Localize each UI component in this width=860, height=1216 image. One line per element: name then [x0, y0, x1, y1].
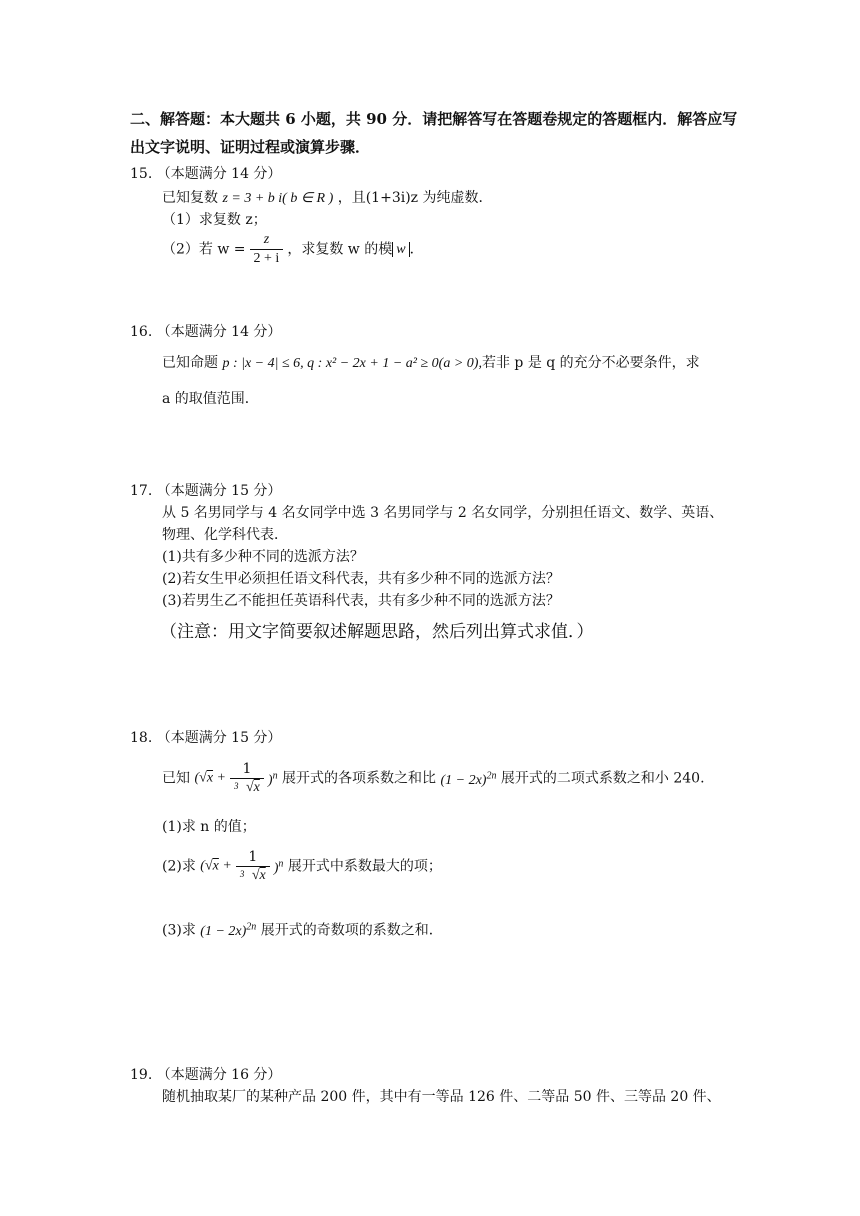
q17-part1: (1)共有多少种不同的选派方法？ [162, 549, 364, 565]
q15-frac-den: 2 + i [253, 251, 280, 266]
q18-part2-pre: (2)求 [162, 858, 196, 875]
q15-part2-end: ． [409, 241, 424, 258]
q16-header [130, 322, 281, 342]
q18-part2-post: 展开式中系数最大的项； [287, 858, 442, 875]
q19-score: （本题满分 16 分） [156, 1067, 282, 1083]
q15-frac-num: z [250, 231, 284, 250]
q15-score: （本题满分 14 分） [156, 166, 282, 182]
q15-header [130, 164, 281, 184]
q18-fraction-1: 1 3 √x [230, 760, 264, 797]
q18-number: 18. [130, 730, 153, 746]
q16-line1 [162, 353, 700, 374]
q18-stem-mid: 展开式的各项系数之和比 [282, 770, 437, 787]
q15-stem-post: ，且(1+3i)z 为纯虚数． [337, 190, 493, 206]
q18-part3-expr: $(1 - 2x)^{2n}$ [200, 921, 257, 939]
q15-part2 [162, 231, 424, 268]
q16-line1-pre: 已知命题 [162, 355, 218, 371]
q18-fraction-2: 1 3 √x [236, 848, 270, 885]
q18-stem: 已知 (√x + 1 3 √x )$^n$ 展开式的各项系数之和比 $(1 - 2x)^{2n}$ 展开式的二项式系数之和小 240. [162, 761, 705, 795]
q17-part2: (2)若女生甲必须担任语文科代表，共有多少种不同的选派方法？ [162, 571, 560, 587]
q18-binomial-2: (√x + [200, 858, 232, 874]
q17-part3: (3)若男生乙不能担任英语科代表，共有多少种不同的选派方法？ [162, 593, 560, 609]
q18-part1: (1)求 n 的值； [162, 819, 256, 835]
q17-line2: 物理、化学科代表． [162, 527, 288, 543]
q15-part2-post: ，求复数 w 的模 [287, 241, 393, 258]
q16-score: （本题满分 14 分） [156, 324, 282, 340]
q16-number: 16. [130, 324, 153, 340]
q15-stem-eq: z = 3 + b i( b ∈ R ) [222, 191, 334, 206]
q15-part1: （1）求复数 z； [162, 212, 267, 228]
q15-part2-pre: （2）若 w = [162, 241, 246, 258]
q18-part3-post: 展开式的奇数项的系数之和． [260, 922, 443, 939]
q15-stem [162, 188, 493, 209]
q15-stem-pre: 已知复数 [162, 190, 218, 206]
q17-number: 17. [130, 483, 153, 499]
q15-fraction [250, 231, 284, 268]
q17-note: （注意：用文字简要叙述解题思路，然后列出算式求值．） [160, 622, 594, 642]
q18-score: （本题满分 15 分） [156, 730, 282, 746]
q19-header [130, 1065, 281, 1085]
q16-line1-math: p : |x − 4| ≤ 6, q : x² − 2x + 1 − a² ≥ 0(a > 0), [222, 356, 482, 371]
q18-part3-pre: (3)求 [162, 922, 196, 939]
q18-stem-post: 展开式的二项式系数之和小 240. [500, 770, 705, 787]
q18-part2: (2)求 (√x + 1 3 √x )$^n$ 展开式中系数最大的项； [162, 849, 442, 883]
q19-number: 19. [130, 1067, 153, 1083]
q15-abs-w: w [392, 242, 409, 257]
q17-line1: 从 5 名男同学与 4 名女同学中选 3 名男同学与 2 名女同学，分别担任语文、数学、英语、 [162, 505, 724, 521]
q18-expr2: $(1 - 2x)^{2n}$ [440, 770, 497, 788]
section-heading-line1: 二、解答题：本大题共 6 小题，共 90 分．请把解答写在答题卷规定的答题框内．解答应写 [130, 110, 738, 128]
q17-score: （本题满分 15 分） [156, 483, 282, 499]
q18-stem-pre: 已知 [162, 770, 190, 787]
q19-line1: 随机抽取某厂的某种产品 200 件，其中有一等品 126 件、二等品 50 件、三等品 20 件、 [162, 1089, 721, 1105]
q18-part3 [162, 917, 443, 942]
q16-line1-post: 若非 p 是 q 的充分不必要条件，求 [481, 355, 700, 371]
section-heading-line2: 出文字说明、证明过程或演算步骤． [130, 138, 371, 156]
q15-number: 15. [130, 166, 153, 182]
q18-header [130, 728, 281, 748]
q16-line2: a 的取值范围． [162, 391, 259, 407]
q17-header [130, 481, 281, 501]
q18-binomial-1: (√x + [194, 770, 226, 786]
